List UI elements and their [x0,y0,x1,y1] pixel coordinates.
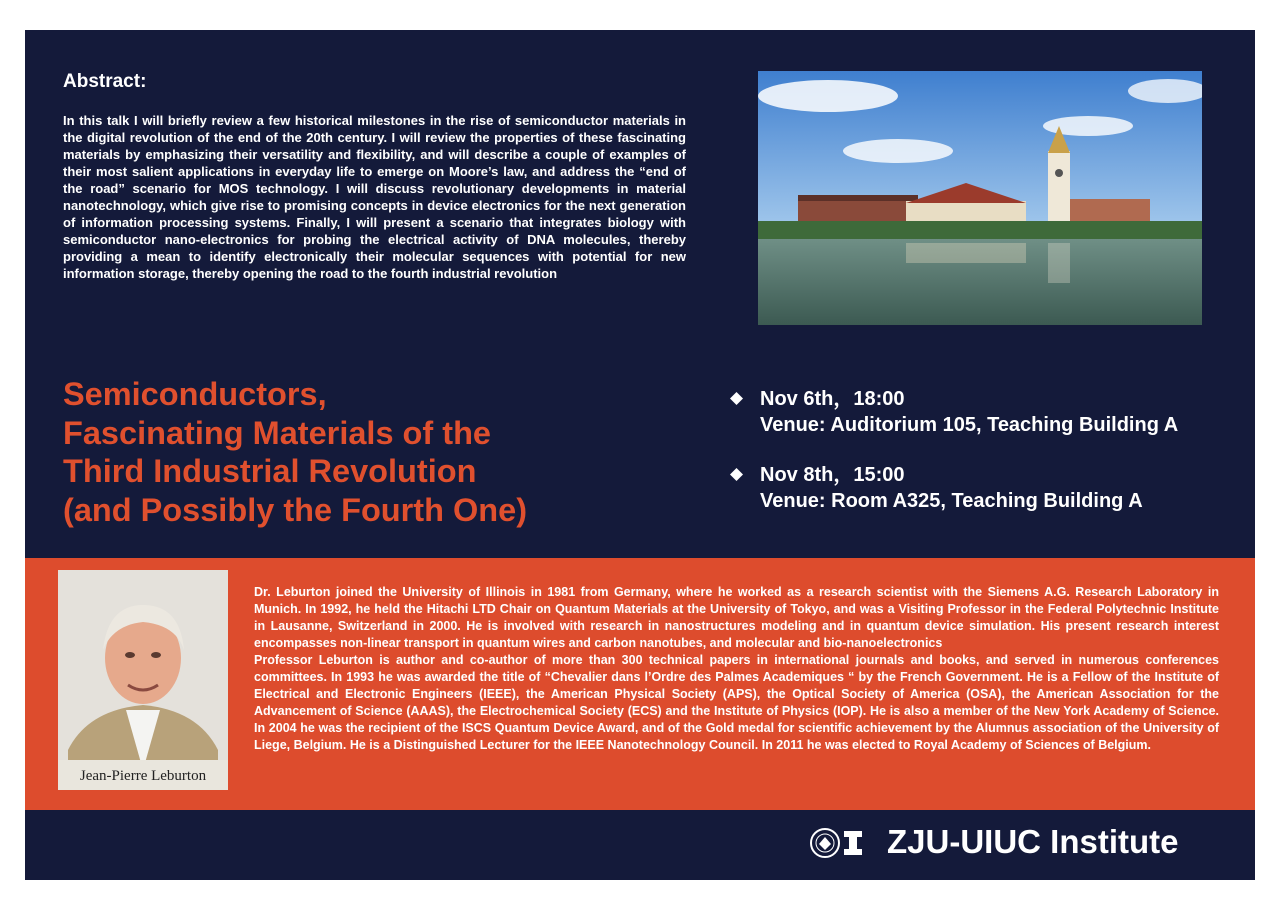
title-line: Third Industrial Revolution [63,453,477,489]
speaker-portrait [58,570,228,790]
session-venue: Venue: Room A325, Teaching Building A [760,490,1143,512]
speaker-bio-band [25,558,1255,810]
institute-name: ZJU-UIUC Institute [887,823,1179,860]
campus-photo [758,71,1202,325]
title-line: Semiconductors, [63,376,327,412]
speaker-caption: Jean-Pierre Leburton [79,768,207,784]
session-2 [730,462,1143,514]
zju-uiuc-logo-icon [810,826,866,860]
diamond-bullet-icon [730,392,743,405]
bio-paragraph: Dr. Leburton joined the University of Illinois in 1981 from Germany, where he worked as a research scientist with the Siemens A.G. Research Laboratory in Munich. In 1992, he held the Hitachi LTD Chair on Quantum Materials at the University of Tokyo, and was a Visiting Professor in the Federal Polytechnic Institute in Lausanne, Switzerland in 2000. He is involved with research in nanostructures modeling and in quantum device simulation. His present research interest encompasses non-linear transport in quantum wires and carbon nanotubes, and molecular and bio-nanoelectronics [254,585,1219,650]
abstract-body: In this talk I will briefly review a few historical milestones in the rise of semiconductor materials in the digital revolution of the end of the 20th century. I will review the properties of these fascinating materials by emphasizing their versatility and flexibility, and will describe a couple of examples of their most salient applications in everyday life to emerge on Moore’s law, and address the “end of the road” scenario for MOS technology. I will discuss revolutionary developments in material nanotechnology, which give rise to promising concepts in device electronics for the next generation of information processing systems. Finally, I will present a scenario that integrates biology with semiconductor nano-electronics for probing the electrical activity of DNA molecules, thereby providing a mean to identify electronically their molecular sequences with potential for new information storage, thereby opening the road to the fourth industrial revolution [63,113,686,281]
session-venue: Venue: Auditorium 105, Teaching Building A [760,414,1179,436]
title-line: (and Possibly the Fourth One) [63,491,528,528]
session-datetime: Nov 6th，18:00 [760,388,905,410]
diamond-bullet-icon [730,468,743,481]
speaker-bio [254,584,1219,754]
talk-title [63,375,703,529]
poster [25,30,1255,880]
bio-paragraph: Professor Leburton is author and co-author of more than 300 technical papers in international journals and books, and served in numerous conferences committees. In 1993 he was awarded the title of “Chevalier dans l’Ordre des Palmes Academiques “ by the French Government. He is a Fellow of the Institute of Electrical and Electronic Engineers (IEEE), the American Physical Society (APS), the Optical Society of America (OSA), the American Association for the Advancement of Science (AAAS), the Electrochemical Society (ECS) and the Institute of Physics (IOP). He is also a member of the New York Academy of Science. In 2004 he was the recipient of the ISCS Quantum Device Award, and of the Gold medal for scientific achievement by the Alumnus association of the University of Liege, Belgium. He is a Distinguished Lecturer for the IEEE Nanotechnology Council. In 2011 he was elected to Royal Academy of Sciences of Belgium. [254,653,1219,752]
abstract-heading: Abstract: [63,71,147,92]
session-1 [730,386,1178,438]
session-datetime: Nov 8th，15:00 [760,464,905,486]
title-line: Fascinating Materials of the [63,414,492,451]
